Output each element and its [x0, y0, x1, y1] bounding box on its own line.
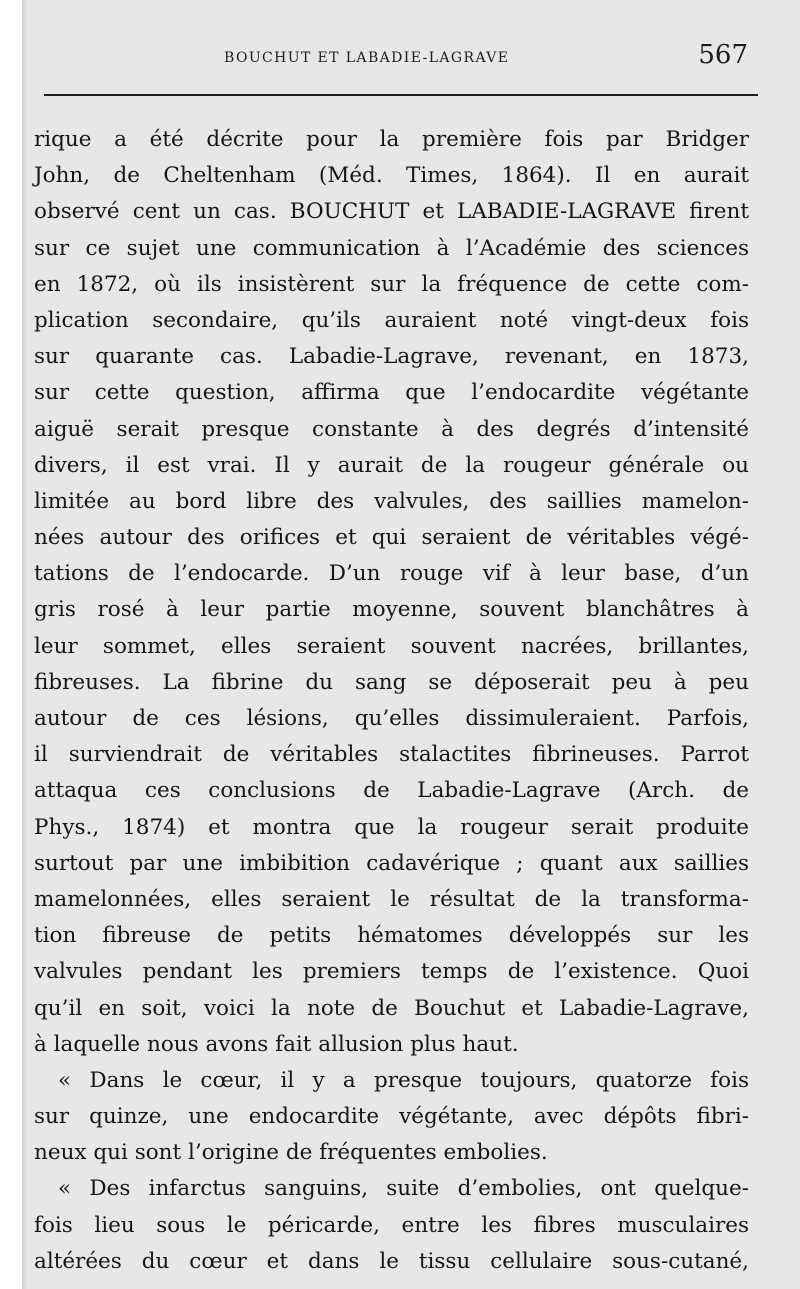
- text-line: observé cent un cas. BOUCHUT et LABADIE-LAGRAVE firent: [34, 199, 749, 225]
- text-line: rique a été décrite pour la première fois par Bridger: [34, 127, 749, 152]
- text-line: John, de Cheltenham (Méd. Times, 1864). Il en aurait: [34, 163, 749, 189]
- text-line: sur ce sujet une communication à l’Académie des sciences: [34, 235, 749, 261]
- book-page: [22, 0, 800, 1289]
- text-line: fois lieu sous le péricarde, entre les fibres musculaires: [34, 1212, 749, 1238]
- text-line: qu’il en soit, voici la note de Bouchut et Labadie-Lagrave,: [34, 995, 749, 1021]
- text-line-paragraph-end: neux qui sont l’origine de fréquentes embolies.: [34, 1140, 548, 1166]
- body-text: [34, 122, 749, 1280]
- text-line: gris rosé à leur partie moyenne, souvent blanchâtres à: [34, 597, 749, 623]
- text-line: tion fibreuse de petits hématomes développés sur les: [34, 923, 749, 949]
- text-line: fibreuses. La fibrine du sang se déposerait peu à peu: [34, 669, 749, 695]
- text-line: plication secondaire, qu’ils auraient noté vingt-deux fois: [34, 307, 749, 333]
- text-line: divers, il est vrai. Il y aurait de la rougeur générale ou: [34, 452, 749, 478]
- text-line: tations de l’endocarde. D’un rouge vif à leur base, d’un: [34, 561, 749, 587]
- text-line: sur quarante cas. Labadie-Lagrave, revenant, en 1873,: [34, 344, 749, 370]
- text-line: aiguë serait presque constante à des degrés d’intensité: [34, 416, 749, 442]
- running-title: BOUCHUT ET LABADIE-LAGRAVE: [224, 50, 510, 66]
- text-line: altérées du cœur et dans le tissu cellulaire sous-cutané,: [34, 1248, 749, 1274]
- text-line: Phys., 1874) et montra que la rougeur serait produite: [34, 814, 749, 840]
- text-line: attaqua ces conclusions de Labadie-Lagrave (Arch. de: [34, 778, 749, 804]
- text-line: surtout par une imbibition cadavérique ; quant aux saillies: [34, 850, 749, 876]
- page-number: 567: [698, 40, 748, 70]
- text-line: leur sommet, elles seraient souvent nacrées, brillantes,: [34, 633, 749, 659]
- text-line: limitée au bord libre des valvules, des saillies mamelon-: [34, 488, 749, 514]
- page-header: [34, 40, 748, 80]
- text-line: nées autour des orifices et qui seraient de véritables végé-: [34, 525, 749, 551]
- header-rule: [44, 94, 758, 96]
- text-line: sur cette question, affirma que l’endocardite végétante: [34, 380, 749, 406]
- text-line: valvules pendant les premiers temps de l’existence. Quoi: [34, 959, 749, 985]
- text-line: en 1872, où ils insistèrent sur la fréquence de cette com-: [34, 271, 749, 297]
- text-line: mamelonnées, elles seraient le résultat de la transforma-: [34, 886, 749, 912]
- text-line: autour de ces lésions, qu’elles dissimuleraient. Parfois,: [34, 706, 749, 731]
- text-line-paragraph-end: à laquelle nous avons fait allusion plus haut.: [34, 1031, 519, 1057]
- text-line-paragraph-start: « Dans le cœur, il y a presque toujours, quatorze fois: [58, 1067, 749, 1093]
- text-line: il surviendrait de véritables stalactites fibrineuses. Parrot: [34, 742, 749, 768]
- text-line: sur quinze, une endocardite végétante, avec dépôts fibri-: [34, 1104, 749, 1130]
- text-line-paragraph-start: « Des infarctus sanguins, suite d’embolies, ont quelque-: [58, 1176, 749, 1202]
